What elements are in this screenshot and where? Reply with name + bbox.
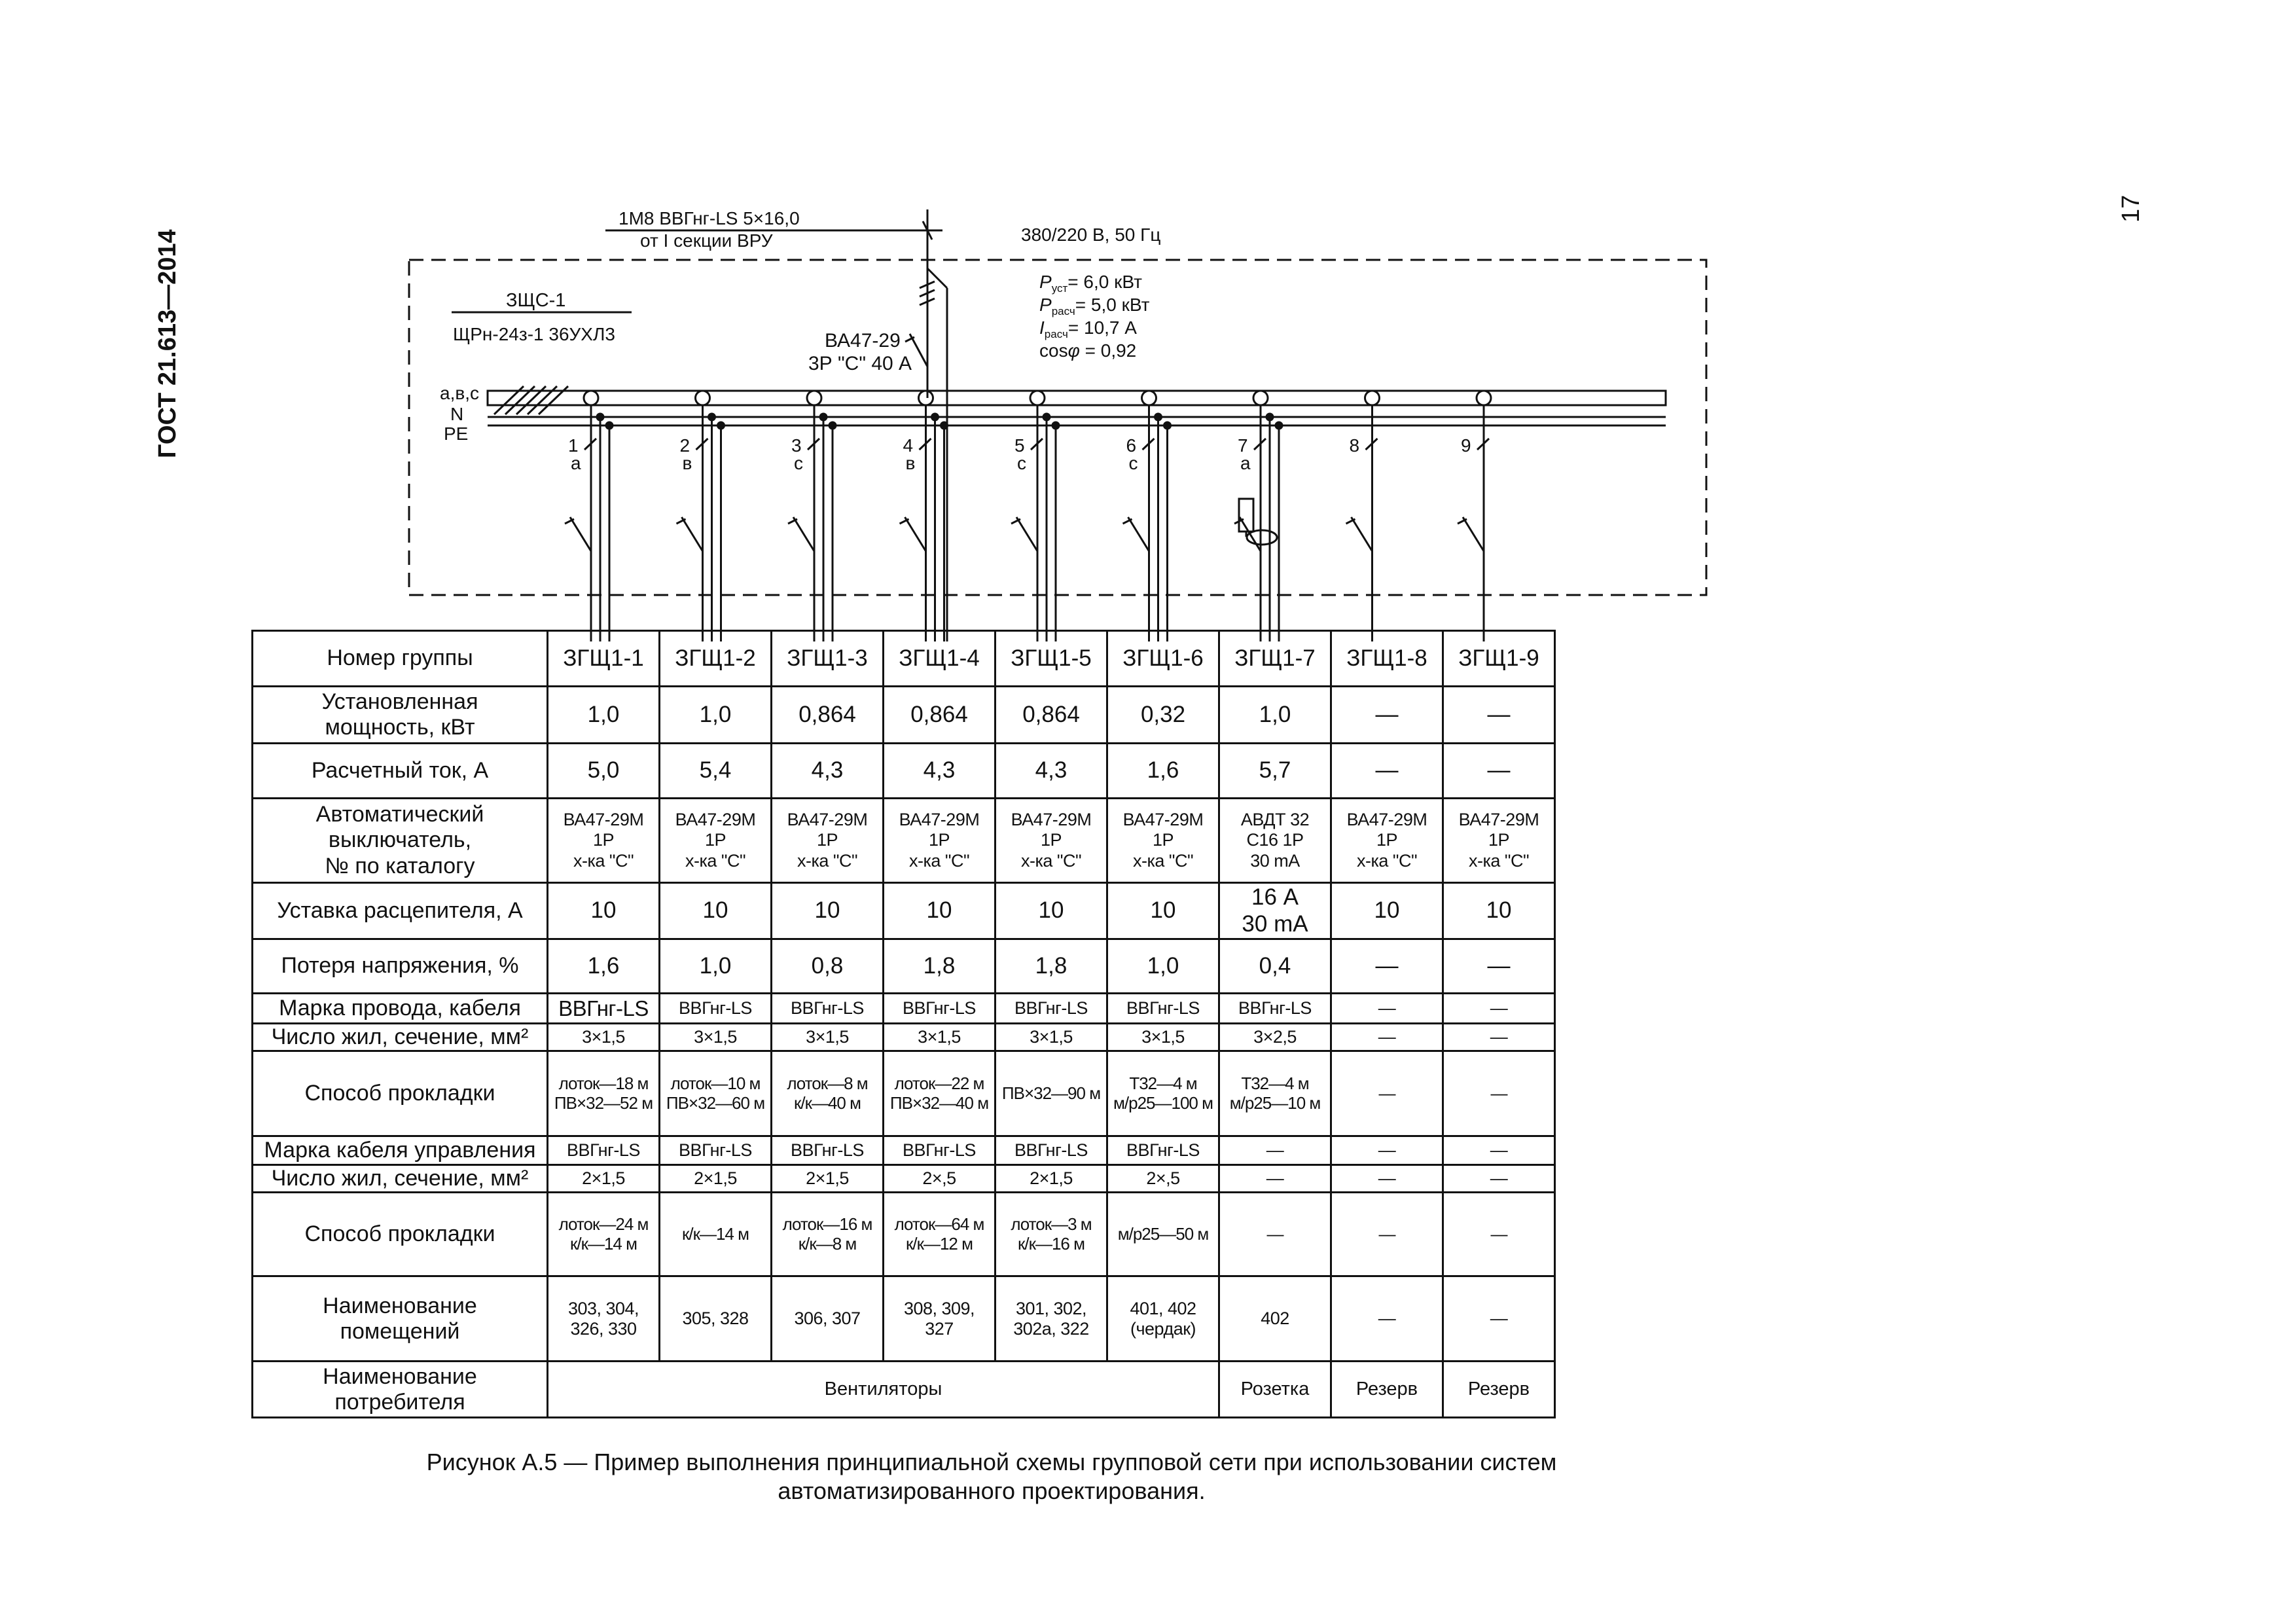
cable-mark-cell: — (1443, 994, 1555, 1024)
group-cell: ЗГЩ1-5 (996, 631, 1107, 687)
voltage-loss-cell: 1,8 (996, 939, 1107, 994)
ctrl-cores-cell: 2×1,5 (548, 1165, 660, 1193)
branch-circuit (1234, 391, 1282, 641)
cores-cell: 3×1,5 (884, 1024, 996, 1051)
rooms-cell: 308, 309, 327 (884, 1276, 996, 1362)
laying-cell: — (1443, 1051, 1555, 1136)
setting-cell: 10 (660, 883, 772, 939)
branch-circuit (788, 391, 836, 641)
branch-circuit (565, 391, 613, 641)
row-ctrl-cable-mark (253, 1136, 1555, 1165)
rooms-cell: 305, 328 (660, 1276, 772, 1362)
setting-cell: 10 (996, 883, 1107, 939)
laying-cell: лоток—10 м ПВ×32—60 м (660, 1051, 772, 1136)
label-voltage-loss: Потеря напряжения, % (253, 939, 548, 994)
row-breaker (253, 799, 1555, 883)
current-cell: 4,3 (772, 744, 884, 799)
setting-cell: 16 А 30 mA (1219, 883, 1331, 939)
voltage-loss-cell: — (1443, 939, 1555, 994)
branch-circuit (1458, 391, 1491, 641)
current-cell: — (1331, 744, 1443, 799)
label-rooms: Наименование помещений (253, 1276, 548, 1362)
label-ctrl-laying: Способ прокладки (253, 1193, 548, 1276)
laying-cell: Т32—4 м м/р25—10 м (1219, 1051, 1331, 1136)
breaker-cell: ВА47-29М 1Р х-ка "С" (1331, 799, 1443, 883)
breaker-cell: АВДТ 32 С16 1Р 30 mA (1219, 799, 1331, 883)
group-cell: ЗГЩ1-9 (1443, 631, 1555, 687)
setting-cell: 10 (1331, 883, 1443, 939)
branch-phase: с (1017, 453, 1026, 473)
branch-circuit (1346, 391, 1380, 641)
branch-phase: в (682, 453, 692, 473)
branch-number: 6 (1126, 435, 1137, 456)
caption-line-2: автоматизированного проектирования. (778, 1477, 1206, 1504)
cable-mark-cell: ВВГнг-LS (996, 994, 1107, 1024)
breaker-cell: ВА47-29М 1Р х-ка "С" (548, 799, 660, 883)
ctrl-cores-cell: 2×1,5 (772, 1165, 884, 1193)
power-cell: 0,864 (772, 687, 884, 744)
feed-source-label: от I секции ВРУ (640, 230, 773, 251)
voltage-loss-cell: 0,4 (1219, 939, 1331, 994)
power-cell: 0,32 (1107, 687, 1219, 744)
cable-mark-cell: ВВГнг-LS (1219, 994, 1331, 1024)
ctrl-laying-cell: — (1443, 1193, 1555, 1276)
rooms-cell: 303, 304, 326, 330 (548, 1276, 660, 1362)
label-group: Номер группы (253, 631, 548, 687)
cores-cell: 3×2,5 (1219, 1024, 1331, 1051)
ctrl-cores-cell: — (1219, 1165, 1331, 1193)
panel-parameter: $I_{расч}= 10,7$ А (1039, 317, 1137, 340)
branch-phase: с (794, 453, 803, 473)
voltage-loss-cell: 0,8 (772, 939, 884, 994)
branch-phase: а (1240, 453, 1251, 473)
branch-number: 8 (1349, 435, 1360, 456)
group-cell: ЗГЩ1-6 (1107, 631, 1219, 687)
ctrl-cores-cell: — (1331, 1165, 1443, 1193)
group-cell: ЗГЩ1-4 (884, 631, 996, 687)
ctrl-cores-cell: 2×1,5 (660, 1165, 772, 1193)
branch-phase: а (571, 453, 581, 473)
rooms-cell: — (1443, 1276, 1555, 1362)
laying-cell: лоток—8 м к/к—40 м (772, 1051, 884, 1136)
branch-number: 1 (568, 435, 579, 456)
laying-cell: — (1331, 1051, 1443, 1136)
power-cell: 0,864 (884, 687, 996, 744)
setting-cell: 10 (1443, 883, 1555, 939)
setting-cell: 10 (548, 883, 660, 939)
label-ctrl-cores: Число жил, сечение, мм² (253, 1165, 548, 1193)
branch-circuit (677, 391, 725, 641)
ctrl-cable-mark-cell: — (1443, 1136, 1555, 1165)
laying-cell: ПВ×32—90 м (996, 1051, 1107, 1136)
ctrl-cores-cell: — (1443, 1165, 1555, 1193)
row-rooms (253, 1276, 1555, 1362)
row-current (253, 744, 1555, 799)
branch-number: 4 (903, 435, 914, 456)
cable-mark-cell: — (1331, 994, 1443, 1024)
consumer-socket: Розетка (1219, 1362, 1331, 1418)
rooms-cell: 301, 302, 302а, 322 (996, 1276, 1107, 1362)
cable-mark-cell: ВВГнг-LS (548, 994, 660, 1024)
figure-caption (249, 1448, 1734, 1506)
bus-label-phases: а,в,с (440, 383, 480, 403)
panel-parameter: $P_{расч}= 5,0$ кВт (1039, 295, 1150, 317)
ctrl-laying-cell: лоток—16 м к/к—8 м (772, 1193, 884, 1276)
label-breaker: Автоматический выключатель, № по каталогу (253, 799, 548, 883)
row-power (253, 687, 1555, 744)
power-cell: — (1443, 687, 1555, 744)
single-line-diagram (0, 0, 2296, 641)
consumer-reserve-8: Резерв (1331, 1362, 1443, 1418)
row-ctrl-cores (253, 1165, 1555, 1193)
group-network-table (251, 630, 1556, 1418)
branch-number: 2 (679, 435, 691, 456)
branch-number: 7 (1238, 435, 1248, 456)
row-cores (253, 1024, 1555, 1051)
ctrl-laying-cell: м/р25—50 м (1107, 1193, 1219, 1276)
ctrl-laying-cell: лоток—3 м к/к—16 м (996, 1193, 1107, 1276)
ctrl-cable-mark-cell: ВВГнг-LS (772, 1136, 884, 1165)
setting-cell: 10 (772, 883, 884, 939)
panel-parameters (1039, 272, 1150, 361)
voltage-loss-cell: 1,8 (884, 939, 996, 994)
current-cell: 5,4 (660, 744, 772, 799)
laying-cell: лоток—22 м ПВ×32—40 м (884, 1051, 996, 1136)
caption-line-1: Рисунок А.5 — Пример выполнения принципиальной схемы групповой сети при использовании систем (426, 1449, 1557, 1475)
cable-mark-cell: ВВГнг-LS (660, 994, 772, 1024)
label-ctrl-cable-mark: Марка кабеля управления (253, 1136, 548, 1165)
ctrl-laying-cell: к/к—14 м (660, 1193, 772, 1276)
ctrl-cores-cell: 2×,5 (1107, 1165, 1219, 1193)
power-cell: — (1331, 687, 1443, 744)
row-ctrl-laying (253, 1193, 1555, 1276)
ctrl-cores-cell: 2×,5 (884, 1165, 996, 1193)
rooms-cell: — (1331, 1276, 1443, 1362)
cores-cell: 3×1,5 (772, 1024, 884, 1051)
ctrl-cores-cell: 2×1,5 (996, 1165, 1107, 1193)
ctrl-cable-mark-cell: ВВГнг-LS (996, 1136, 1107, 1165)
row-setting (253, 883, 1555, 939)
laying-cell: лоток—18 м ПВ×32—52 м (548, 1051, 660, 1136)
cores-cell: 3×1,5 (1107, 1024, 1219, 1051)
group-cell: ЗГЩ1-2 (660, 631, 772, 687)
cores-cell: 3×1,5 (548, 1024, 660, 1051)
standard-designation: ГОСТ 21.613—2014 (154, 229, 181, 458)
rooms-cell: 306, 307 (772, 1276, 884, 1362)
cable-mark-cell: ВВГнг-LS (772, 994, 884, 1024)
label-cable-mark: Марка провода, кабеля (253, 994, 548, 1024)
current-cell: 1,6 (1107, 744, 1219, 799)
branch-number: 9 (1461, 435, 1471, 456)
branch-circuit (1123, 391, 1171, 641)
ctrl-laying-cell: — (1219, 1193, 1331, 1276)
panel-name: ЗЩС-1 (506, 290, 566, 311)
voltage-loss-cell: 1,0 (660, 939, 772, 994)
label-cores: Число жил, сечение, мм² (253, 1024, 548, 1051)
label-current: Расчетный ток, А (253, 744, 548, 799)
label-laying: Способ прокладки (253, 1051, 548, 1136)
label-setting: Уставка расцепителя, А (253, 883, 548, 939)
feed-line-label: 1М8 ВВГнг-LS 5×16,0 (619, 208, 800, 228)
breaker-cell: ВА47-29М 1Р х-ка "С" (772, 799, 884, 883)
ctrl-laying-cell: — (1331, 1193, 1443, 1276)
cores-cell: — (1443, 1024, 1555, 1051)
branch-phase: с (1128, 453, 1138, 473)
ctrl-laying-cell: лоток—64 м к/к—12 м (884, 1193, 996, 1276)
current-cell: 5,0 (548, 744, 660, 799)
row-group (253, 631, 1555, 687)
branch-number: 5 (1014, 435, 1025, 456)
breaker-cell: ВА47-29М 1Р х-ка "С" (884, 799, 996, 883)
power-cell: 0,864 (996, 687, 1107, 744)
setting-cell: 10 (1107, 883, 1219, 939)
current-cell: 4,3 (884, 744, 996, 799)
page-number: 17 (2117, 194, 2145, 223)
voltage-loss-cell: — (1331, 939, 1443, 994)
power-cell: 1,0 (660, 687, 772, 744)
bus-label-pe: PE (444, 424, 469, 444)
cores-cell: — (1331, 1024, 1443, 1051)
current-cell: — (1443, 744, 1555, 799)
cores-cell: 3×1,5 (996, 1024, 1107, 1051)
branch-circuit (900, 391, 948, 641)
ctrl-cable-mark-cell: — (1219, 1136, 1331, 1165)
branch-circuit (1011, 391, 1059, 641)
rooms-cell: 401, 402 (чердак) (1107, 1276, 1219, 1362)
ctrl-cable-mark-cell: ВВГнг-LS (884, 1136, 996, 1165)
current-cell: 4,3 (996, 744, 1107, 799)
label-power: Установленная мощность, кВт (253, 687, 548, 744)
row-laying (253, 1051, 1555, 1136)
power-cell: 1,0 (1219, 687, 1331, 744)
group-cell: ЗГЩ1-1 (548, 631, 660, 687)
setting-cell: 10 (884, 883, 996, 939)
consumer-reserve-9: Резерв (1443, 1362, 1555, 1418)
current-cell: 5,7 (1219, 744, 1331, 799)
branch-phase: в (905, 453, 916, 473)
row-voltage-loss (253, 939, 1555, 994)
ctrl-cable-mark-cell: ВВГнг-LS (1107, 1136, 1219, 1165)
rooms-cell: 402 (1219, 1276, 1331, 1362)
breaker-cell: ВА47-29М 1Р х-ка "С" (996, 799, 1107, 883)
ctrl-cable-mark-cell: ВВГнг-LS (660, 1136, 772, 1165)
breaker-cell: ВА47-29М 1Р х-ка "С" (1107, 799, 1219, 883)
ctrl-cable-mark-cell: ВВГнг-LS (548, 1136, 660, 1165)
cable-mark-cell: ВВГнг-LS (884, 994, 996, 1024)
panel-type: ЩРн-24з-1 36УХЛ3 (453, 324, 615, 344)
ctrl-laying-cell: лоток—24 м к/к—14 м (548, 1193, 660, 1276)
panel-parameter: $P_{уст}= 6,0$ кВт (1039, 272, 1142, 295)
row-consumer (253, 1362, 1555, 1418)
voltage-loss-cell: 1,6 (548, 939, 660, 994)
voltage-label: 380/220 В, 50 Гц (1021, 225, 1161, 245)
cable-mark-cell: ВВГнг-LS (1107, 994, 1219, 1024)
row-cable-mark (253, 994, 1555, 1024)
group-cell: ЗГЩ1-3 (772, 631, 884, 687)
panel-parameter: cosφ = 0,92 (1039, 340, 1137, 361)
main-breaker-model: ВА47-29 (825, 330, 901, 352)
consumer-fans: Вентиляторы (548, 1362, 1219, 1418)
voltage-loss-cell: 1,0 (1107, 939, 1219, 994)
branch-number: 3 (791, 435, 802, 456)
group-cell: ЗГЩ1-8 (1331, 631, 1443, 687)
breaker-cell: ВА47-29М 1Р х-ка "С" (660, 799, 772, 883)
laying-cell: Т32—4 м м/р25—100 м (1107, 1051, 1219, 1136)
group-cell: ЗГЩ1-7 (1219, 631, 1331, 687)
bus-label-neutral: N (450, 404, 464, 424)
cores-cell: 3×1,5 (660, 1024, 772, 1051)
power-cell: 1,0 (548, 687, 660, 744)
main-breaker-rating: 3Р "С" 40 А (808, 353, 912, 374)
ctrl-cable-mark-cell: — (1331, 1136, 1443, 1165)
breaker-cell: ВА47-29М 1Р х-ка "С" (1443, 799, 1555, 883)
label-consumer: Наименование потребителя (253, 1362, 548, 1418)
